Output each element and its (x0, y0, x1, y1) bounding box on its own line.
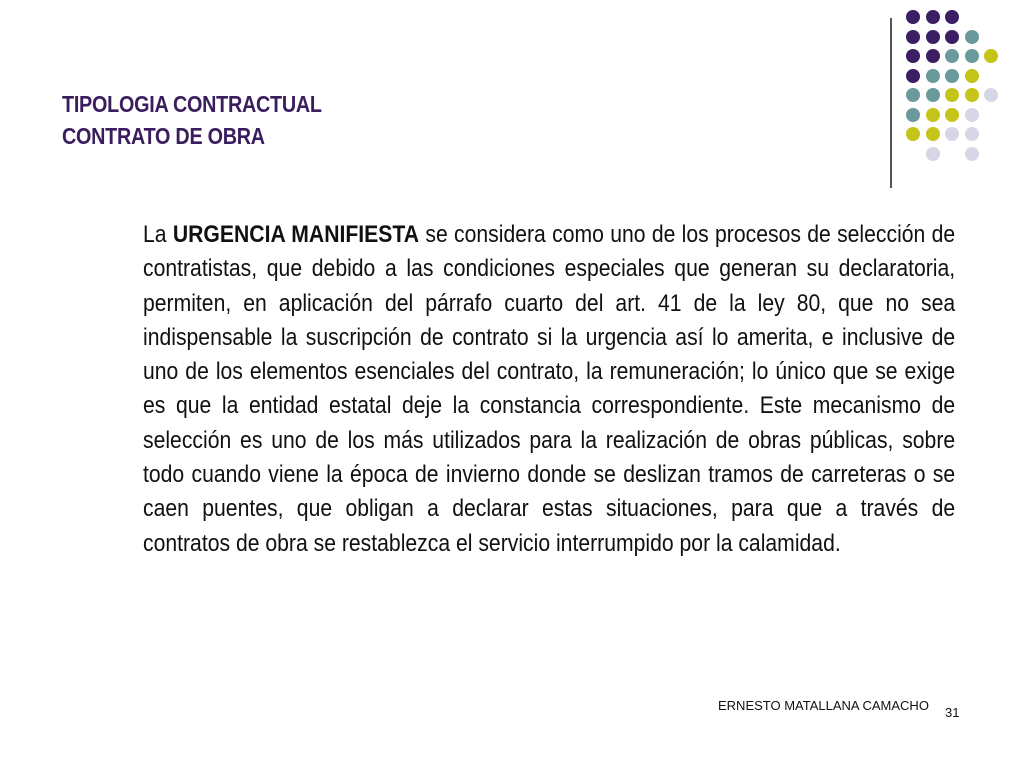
decorative-dot (984, 49, 998, 63)
decorative-dot (926, 30, 940, 44)
decorative-dot (906, 69, 920, 83)
decorative-dot (906, 127, 920, 141)
decorative-dot (926, 88, 940, 102)
decorative-dot (945, 10, 959, 24)
decorative-dot (965, 49, 979, 63)
decorative-dot-grid (906, 10, 1018, 166)
decorative-dot (945, 108, 959, 122)
body-paragraph (143, 218, 955, 561)
decorative-dot (945, 88, 959, 102)
title-line-1: TIPOLOGIA CONTRACTUAL (62, 91, 322, 117)
body-emphasis: URGENCIA MANIFIESTA (172, 221, 420, 248)
decorative-dot (906, 108, 920, 122)
decorative-dot (926, 147, 940, 161)
decorative-dot (984, 88, 998, 102)
decorative-dot (906, 88, 920, 102)
decorative-dot (926, 127, 940, 141)
decorative-dot (906, 49, 920, 63)
body-rest: se considera como uno de los procesos de selección de contratistas, que debido a las condiciones especiales que generan su declaratoria, permiten, en aplicación del párrafo cuarto del art. 41 de la ley 80, que no sea indispensable la suscripción de contrato si la urgencia así lo amerita, e inclusive de uno de los elementos esenciales del contrato, la remuneración; lo único que se exige es que la entidad estatal deje la constancia correspondiente. Este mecanismo de selección es uno de los más utilizados para la realización de obras públicas, sobre todo cuando viene la época de invierno donde se deslizan tramos de carreteras o se caen puentes, que obligan a declarar estas situaciones, para que a través de contratos de obra se restablezca el servicio interrumpido por la calamidad. (143, 221, 956, 557)
decorative-dot (965, 69, 979, 83)
decorative-dot (926, 49, 940, 63)
vertical-divider (890, 18, 892, 188)
decorative-dot (945, 30, 959, 44)
decorative-dot (906, 10, 920, 24)
decorative-dot (926, 108, 940, 122)
footer-author: ERNESTO MATALLANA CAMACHO (718, 698, 929, 713)
decorative-dot (926, 69, 940, 83)
page-number: 31 (945, 705, 960, 720)
decorative-dot (945, 127, 959, 141)
decorative-dot (945, 49, 959, 63)
decorative-dot (965, 88, 979, 102)
decorative-dot (945, 69, 959, 83)
slide-title (62, 88, 322, 152)
decorative-dot (926, 10, 940, 24)
body-intro: La (143, 221, 173, 248)
decorative-dot (965, 147, 979, 161)
decorative-dot (965, 108, 979, 122)
decorative-dot (906, 30, 920, 44)
decorative-dot (965, 127, 979, 141)
title-line-2: CONTRATO DE OBRA (62, 123, 265, 149)
decorative-dot (965, 30, 979, 44)
